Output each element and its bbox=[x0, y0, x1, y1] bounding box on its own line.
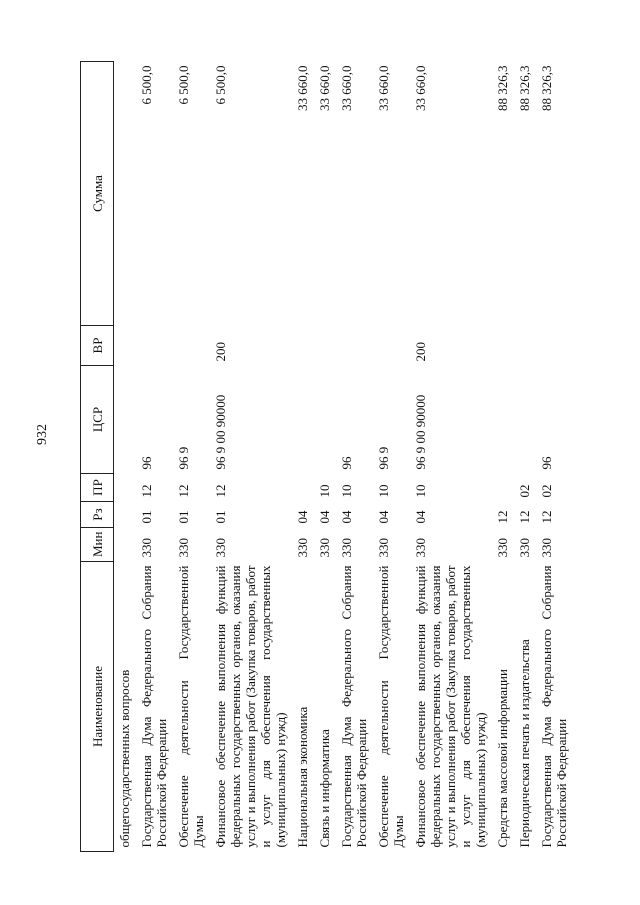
table-row bbox=[136, 62, 173, 852]
row-csr: 96 9 bbox=[176, 446, 191, 470]
table-row bbox=[114, 62, 137, 852]
budget-table bbox=[80, 61, 573, 852]
header-pr: ПР bbox=[81, 474, 114, 502]
row-min: 330 bbox=[376, 538, 391, 558]
row-name: Средства массовой информации bbox=[495, 669, 510, 848]
row-vr bbox=[373, 326, 410, 366]
row-rz bbox=[114, 502, 137, 528]
row-sum: 33 660,0 bbox=[413, 65, 428, 111]
row-pr: 10 bbox=[317, 484, 332, 498]
row-rz: 01 bbox=[139, 510, 154, 524]
row-min: 330 bbox=[317, 538, 332, 558]
row-pr: 12 bbox=[139, 484, 154, 498]
row-pr: 12 bbox=[176, 484, 191, 498]
header-csr: ЦСР bbox=[81, 366, 114, 474]
row-name: Связь и информатика bbox=[317, 729, 332, 848]
row-sum: 6 500,0 bbox=[139, 65, 154, 105]
row-rz: 04 bbox=[413, 510, 428, 524]
row-pr bbox=[492, 474, 514, 502]
row-csr: 96 bbox=[139, 456, 154, 470]
row-name: Государственная Дума Федерального Собрания Российской Федерации bbox=[339, 565, 369, 848]
row-vr bbox=[314, 326, 336, 366]
row-sum: 6 500,0 bbox=[176, 65, 191, 105]
table-row bbox=[492, 62, 514, 852]
row-csr: 96 9 bbox=[376, 446, 391, 470]
row-vr bbox=[336, 326, 373, 366]
row-rz: 01 bbox=[213, 510, 228, 524]
row-rz: 04 bbox=[376, 510, 391, 524]
row-csr bbox=[292, 366, 314, 474]
table-row bbox=[514, 62, 536, 852]
row-pr bbox=[114, 474, 137, 502]
row-rz: 12 bbox=[495, 510, 510, 524]
row-sum: 6 500,0 bbox=[213, 65, 228, 105]
row-min: 330 bbox=[413, 538, 428, 558]
table-row bbox=[336, 62, 373, 852]
row-csr: 96 bbox=[339, 456, 354, 470]
row-sum bbox=[114, 62, 137, 326]
row-rz: 01 bbox=[176, 510, 191, 524]
row-vr bbox=[492, 326, 514, 366]
row-pr: 02 bbox=[517, 484, 532, 498]
row-min: 330 bbox=[339, 538, 354, 558]
row-vr: 200 bbox=[413, 342, 428, 362]
table-row bbox=[292, 62, 314, 852]
budget-table-page bbox=[80, 62, 600, 852]
row-sum: 88 326,3 bbox=[517, 65, 532, 111]
row-min bbox=[114, 528, 137, 562]
row-sum: 33 660,0 bbox=[295, 65, 310, 111]
row-name: Финансовое обеспечение выполнения функций федеральных государственных органов, оказания услуг и выполнения работ (Закупка товаров, работ и услуг для обеспечения государственных (муниципальных) нужд) bbox=[213, 565, 288, 848]
header-min: Мин bbox=[81, 528, 114, 562]
row-vr bbox=[173, 326, 210, 366]
row-name: Периодическая печать и издательства bbox=[517, 639, 532, 848]
table-row bbox=[536, 62, 573, 852]
row-name: Обеспечение деятельности Государственной Думы bbox=[176, 565, 206, 848]
row-rz: 04 bbox=[295, 510, 310, 524]
row-csr: 96 bbox=[539, 456, 554, 470]
row-pr bbox=[292, 474, 314, 502]
page-number: 932 bbox=[35, 424, 50, 445]
row-sum: 33 660,0 bbox=[339, 65, 354, 111]
row-pr: 10 bbox=[376, 484, 391, 498]
row-vr bbox=[514, 326, 536, 366]
row-name: Обеспечение деятельности Государственной Думы bbox=[376, 565, 406, 848]
row-min: 330 bbox=[539, 538, 554, 558]
table-row bbox=[314, 62, 336, 852]
row-sum: 33 660,0 bbox=[317, 65, 332, 111]
row-min: 330 bbox=[176, 538, 191, 558]
row-sum: 33 660,0 bbox=[376, 65, 391, 111]
row-pr: 10 bbox=[413, 484, 428, 498]
row-sum: 88 326,3 bbox=[539, 65, 554, 111]
row-rz: 12 bbox=[517, 510, 532, 524]
row-min: 330 bbox=[139, 538, 154, 558]
row-vr bbox=[136, 326, 173, 366]
row-pr: 12 bbox=[213, 484, 228, 498]
row-csr bbox=[314, 366, 336, 474]
row-csr bbox=[514, 366, 536, 474]
row-rz: 04 bbox=[317, 510, 332, 524]
header-sum: Сумма bbox=[81, 62, 114, 326]
row-name: Государственная Дума Федерального Собрания Российской Федерации bbox=[139, 565, 169, 848]
header-rz: Рз bbox=[81, 502, 114, 528]
row-name: Государственная Дума Федерального Собрания Российской Федерации bbox=[539, 565, 569, 848]
row-min: 330 bbox=[295, 538, 310, 558]
row-vr bbox=[114, 326, 137, 366]
row-rz: 12 bbox=[539, 510, 554, 524]
table-body bbox=[114, 62, 574, 852]
table-row bbox=[173, 62, 210, 852]
table-row bbox=[410, 62, 492, 852]
row-min: 330 bbox=[495, 538, 510, 558]
table-row bbox=[210, 62, 292, 852]
row-csr bbox=[114, 366, 137, 474]
row-vr bbox=[292, 326, 314, 366]
row-vr bbox=[536, 326, 573, 366]
header-vr: ВР bbox=[81, 326, 114, 366]
row-vr: 200 bbox=[213, 342, 228, 362]
row-min: 330 bbox=[517, 538, 532, 558]
row-name: общегосударственных вопросов bbox=[117, 669, 132, 848]
table-row bbox=[373, 62, 410, 852]
row-rz: 04 bbox=[339, 510, 354, 524]
table-header bbox=[81, 62, 114, 852]
row-name: Финансовое обеспечение выполнения функций федеральных государственных органов, оказания услуг и выполнения работ (Закупка товаров, работ и услуг для обеспечения государственных (муниципальных) нужд) bbox=[413, 565, 488, 848]
row-csr: 96 9 00 90000 bbox=[213, 394, 228, 470]
row-name: Национальная экономика bbox=[295, 706, 310, 848]
row-min: 330 bbox=[213, 538, 228, 558]
header-name: Наименование bbox=[81, 562, 114, 852]
row-csr bbox=[492, 366, 514, 474]
row-pr: 10 bbox=[339, 484, 354, 498]
row-pr: 02 bbox=[539, 484, 554, 498]
row-sum: 88 326,3 bbox=[495, 65, 510, 111]
row-csr: 96 9 00 90000 bbox=[413, 394, 428, 470]
